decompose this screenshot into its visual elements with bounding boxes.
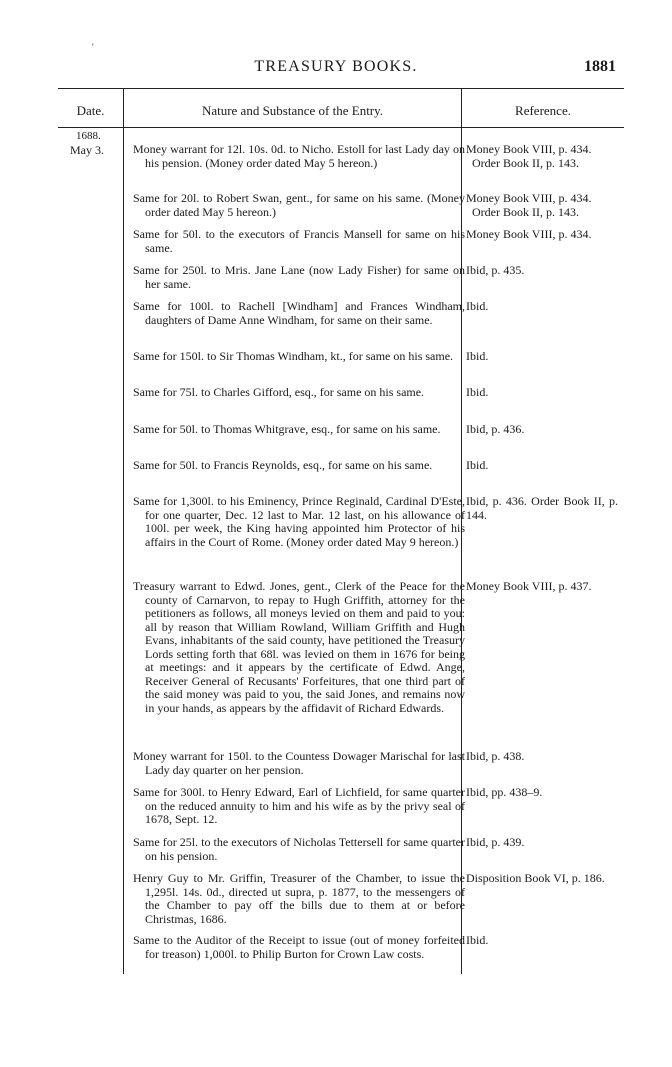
running-head [0,58,672,80]
reference-line: Order Book II, p. 143. [472,155,579,170]
entry-text: Same for 250l. to Mris. Jane Lane (now Lady Fisher) for same on her same. [133,263,465,291]
page-title: TREASURY BOOKS. [254,58,418,75]
column-divider-date-body [123,128,124,974]
entry-reference: Ibid, p. 439. [466,835,525,849]
entry-reference: Ibid, p. 438. [466,749,525,763]
column-header-date: Date. [76,103,105,118]
entry-reference: Ibid, pp. 438–9. [466,785,543,799]
reference-line: Money Book VIII, p. 434. [466,142,592,156]
column-header-reference: Reference. [515,103,571,118]
entry-text: Henry Guy to Mr. Griffin, Treasurer of the Chamber, to issue the 1,295l. 14s. 0d., directed ut supra, p. 1877, to the messengers of the Chamber to pay off the bills due to them at or before Christmas, 1686. [133,871,465,926]
entry-reference: Disposition Book VI, p. 186. [466,871,605,885]
entry-text: Same for 150l. to Sir Thomas Windham, kt., for same on his same. [133,349,454,363]
entry-text: Same for 25l. to the executors of Nicholas Tettersell for same quarter on his pension. [133,835,465,863]
reference-line: Money Book VIII, p. 434. [466,191,592,205]
entry-text: Money warrant for 150l. to the Countess Dowager Marischal for last Lady day quarter on her pension. [133,749,465,777]
entry-text: Same for 50l. to Francis Reynolds, esq., for same on his same. [133,458,433,472]
page-number: 1881 [584,58,616,75]
entry-reference: Ibid, p. 436. [466,422,525,436]
entry-reference: Ibid. [466,385,489,399]
entry-reference: Ibid. [466,458,489,472]
reference-line: Order Book II, p. 143. [472,204,579,219]
entry-reference: Ibid. [466,933,489,947]
table-top-rule [58,88,624,89]
corner-mark: ' [92,42,94,52]
entry-text: Same for 300l. to Henry Edward, Earl of Lichfield, for same quarter on the reduced annuity to him and his wife as by the privy seal of 1678, Sept. 12. [133,785,465,826]
entry-reference: Ibid, p. 435. [466,263,525,277]
entry-text: Same to the Auditor of the Receipt to issue (out of money forfeited for treason) 1,000l. to Philip Burton for Crown Law costs. [133,933,465,961]
entry-reference: Ibid. [466,349,489,363]
entry-text: Same for 75l. to Charles Gifford, esq., for same on his same. [133,385,425,399]
entry-reference: Money Book VIII, p. 437. [466,579,592,593]
entry-reference [466,143,618,170]
table-header-rule [58,127,624,128]
entry-reference: Money Book VIII, p. 434. [466,227,592,241]
entry-reference: Ibid, p. 436. Order Book II, p. 144. [466,494,618,522]
entry-text: Same for 1,300l. to his Eminency, Prince Reginald, Cardinal D'Este, for one quarter, Dec. 12 last to Mar. 12 last, on his allowance of 100l. per week, the King having appointed him Protector of his affairs in the Court of Rome. (Money order dated May 9 hereon.) [133,494,465,549]
entry-reference: Ibid. [466,299,489,313]
date-day: May 3. [70,143,104,157]
entry-reference [466,192,618,219]
entry-text: Same for 100l. to Rachell [Windham] and Frances Windham, daughters of Dame Anne Windham, for same on their same. [133,299,465,327]
entry-text: Same for 50l. to the executors of Francis Mansell for same on his same. [133,227,465,255]
entry-text: Same for 50l. to Thomas Whitgrave, esq., for same on his same. [133,422,441,436]
entry-text: Treasury warrant to Edwd. Jones, gent., Clerk of the Peace for the county of Carnarvon, to repay to Hugh Griffith, attorney for the petitioners as follows, all moneys levied on them and paid to you: all by reason that William Rowland, William Griffith and Hugh Evans, inhabitants of the said county, have petitioned the Treasury Lords setting forth that 68l. was levied on them in 1676 for being at meetings: and it appears by the certificate of Edwd. Ange, Receiver General of Recusants' Forfeitures, that one third part of the said money was paid to you, the said Jones, and remains now in your hands, as appears by the affidavit of Richard Edwards. [133,579,465,715]
entry-text: Money warrant for 12l. 10s. 0d. to Nicho. Estoll for last Lady day on his pension. (Money order dated May 5 hereon.) [133,142,465,170]
column-header-nature: Nature and Substance of the Entry. [201,103,384,118]
entry-text: Same for 20l. to Robert Swan, gent., for same on his same. (Money order dated May 5 hereon.) [133,191,465,219]
date-year: 1688. [76,130,101,142]
